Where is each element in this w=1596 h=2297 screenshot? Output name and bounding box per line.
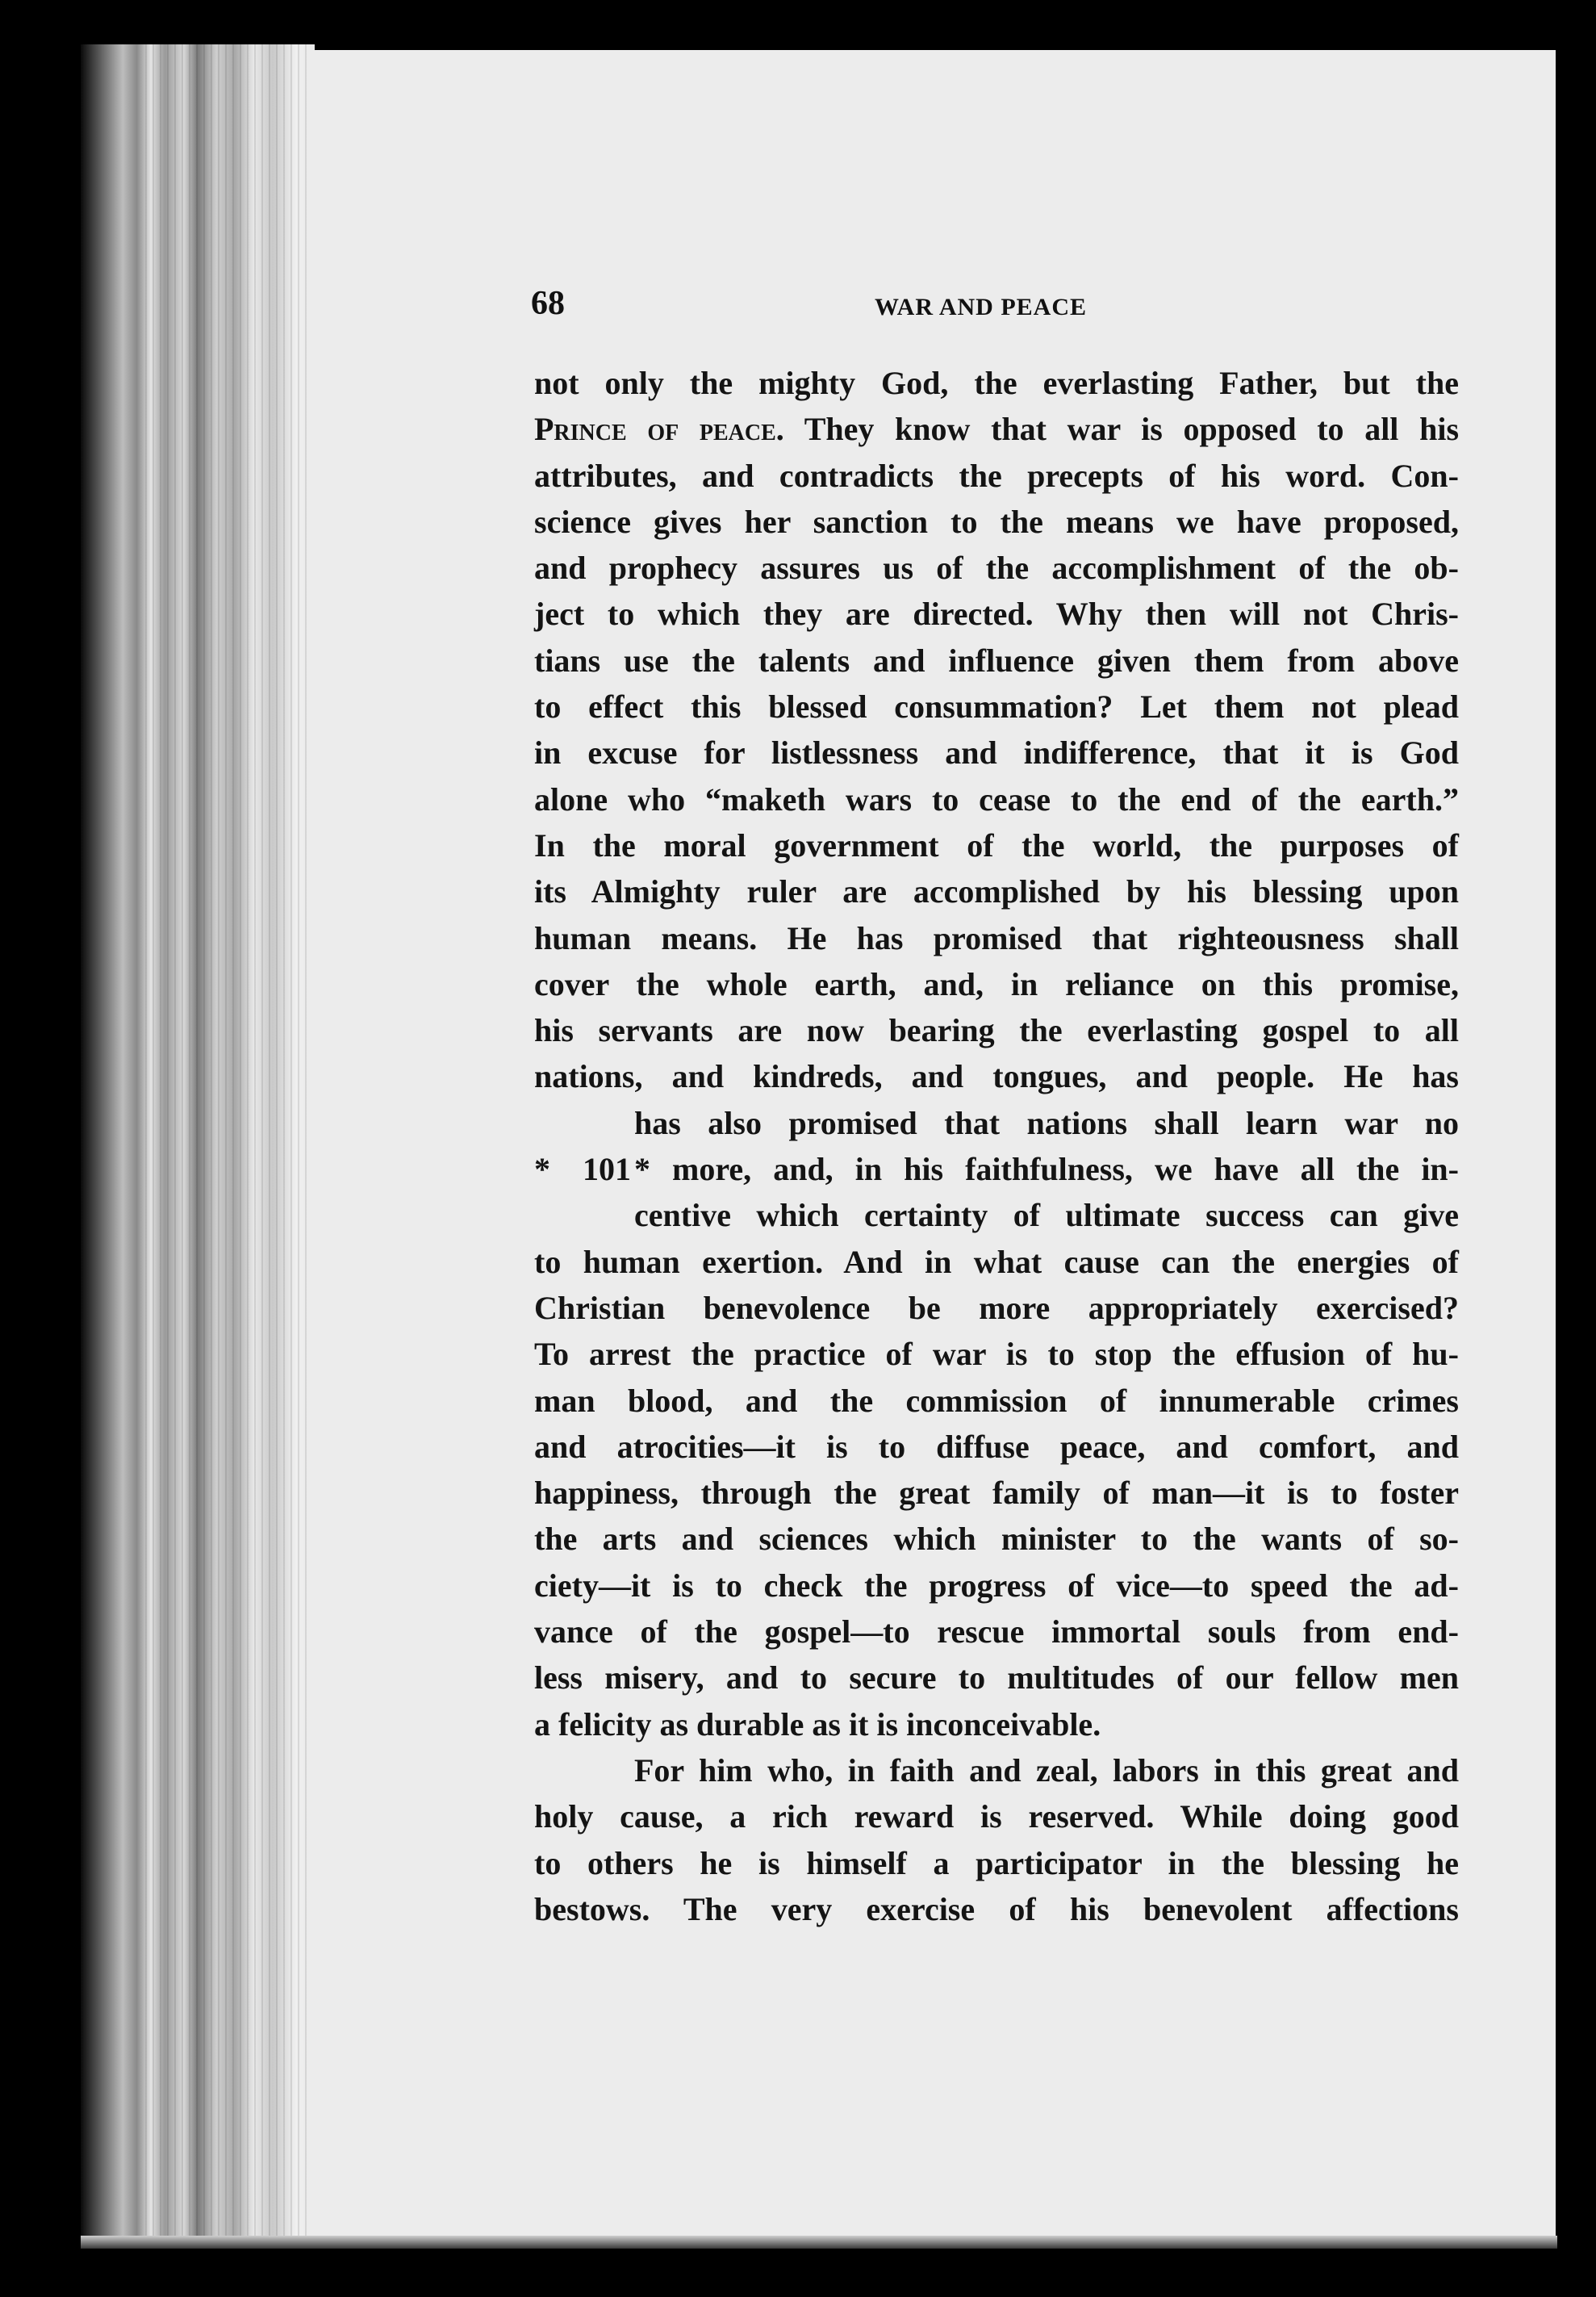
text-line: To arrest the practice of war is to stop the effusion of hu- (534, 1336, 1459, 1373)
text-line: bestows. The very exercise of his benevolent affections (534, 1890, 1459, 1927)
text-line: has also promised that nations shall learn war no (634, 1104, 1459, 1141)
text-line: its Almighty ruler are accomplished by his blessing upon (534, 873, 1459, 910)
text-line: and prophecy assures us of the accomplishment of the ob- (534, 550, 1459, 587)
text-line: nations, and kindreds, and tongues, and people. He has (534, 1058, 1459, 1095)
marginal-reference: * 101 (534, 1151, 631, 1188)
text-line: ject to which they are directed. Why then will not Chris- (534, 596, 1459, 633)
text-line: the arts and sciences which minister to the wants of so- (534, 1521, 1459, 1558)
page-header (531, 284, 1467, 333)
running-head: WAR AND PEACE (875, 294, 1088, 320)
page-number: 68 (531, 285, 565, 322)
text-segment: * more, and, in his faithfulness, we have all the in- (634, 1151, 1459, 1188)
text-line: tians use the talents and influence given them from above (534, 642, 1459, 679)
page-bottom-edge (81, 2236, 1557, 2249)
text-line: Christian benevolence be more appropriately exercised? (534, 1289, 1459, 1326)
text-line: vance of the gospel—to rescue immortal souls from end- (534, 1613, 1459, 1651)
text-line: his servants are now bearing the everlasting gospel to all (534, 1012, 1459, 1049)
text-line-with-marginal-ref (534, 1146, 1459, 1192)
text-line: in excuse for listlessness and indifference, that it is God (534, 734, 1459, 772)
text-segment: They know that war is opposed to all his (804, 411, 1460, 448)
text-line: science gives her sanction to the means we have proposed, (534, 503, 1459, 540)
text-line: not only the mighty God, the everlasting Father, but the (534, 365, 1459, 401)
text-line: and atrocities—it is to diffuse peace, and comfort, and (534, 1428, 1459, 1465)
text-line: to human exertion. And in what cause can the energies of (534, 1243, 1459, 1280)
text-line: to others he is himself a participator in the blessing he (534, 1844, 1459, 1881)
text-line: alone who “maketh wars to cease to the end of the earth.” (534, 780, 1459, 818)
gutter-page-edges (145, 44, 307, 2248)
text-line: a felicity as durable as it is inconceivable. (534, 1705, 1101, 1743)
text-line (534, 406, 1459, 452)
body-text (534, 360, 1459, 1932)
text-line: In the moral government of the world, the purposes of (534, 826, 1459, 864)
text-line: less misery, and to secure to multitudes of our fellow men (534, 1659, 1459, 1697)
text-line: happiness, through the great family of man—it is to foster (534, 1475, 1459, 1512)
text-line: cover the whole earth, and, in reliance on this promise, (534, 965, 1459, 1002)
small-caps-phrase: Prince of peace. (534, 411, 784, 448)
text-line: holy cause, a rich reward is reserved. While doing good (534, 1798, 1459, 1835)
text-line: to effect this blessed consummation? Let them not plead (534, 688, 1459, 726)
text-line: For him who, in faith and zeal, labors in this great and (634, 1751, 1459, 1789)
text-line: attributes, and contradicts the precepts of his word. Con- (534, 457, 1459, 494)
text-line: human means. He has promised that righteousness shall (534, 919, 1459, 956)
text-line: centive which certainty of ultimate success can give (634, 1197, 1459, 1234)
text-line: man blood, and the commission of innumerable crimes (534, 1382, 1459, 1419)
text-line: ciety—it is to check the progress of vice—to speed the ad- (534, 1567, 1459, 1604)
